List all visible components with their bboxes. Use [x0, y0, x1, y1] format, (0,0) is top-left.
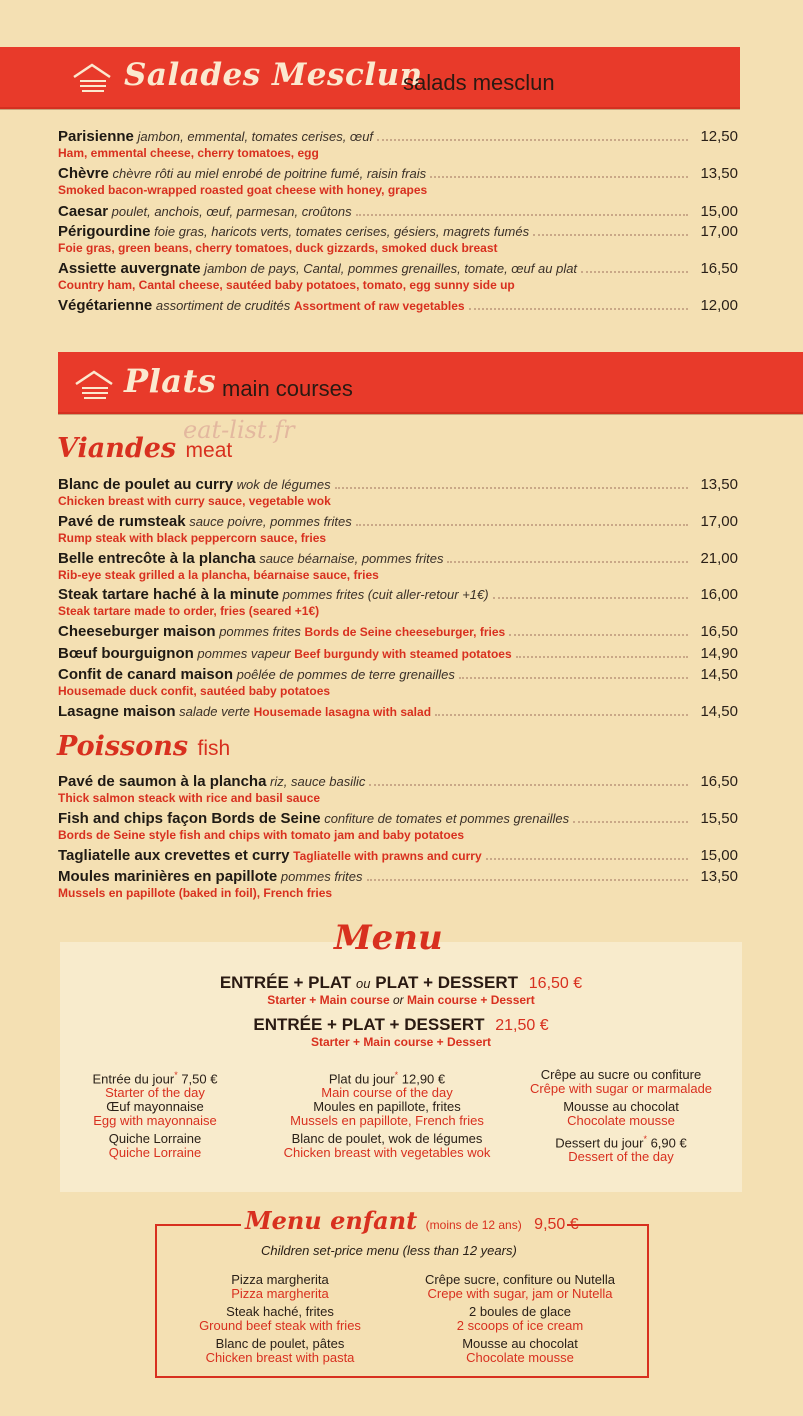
- item-line: [58, 701, 738, 721]
- item-line: [58, 511, 738, 531]
- item-fr: [58, 773, 365, 791]
- item-line: [58, 621, 738, 641]
- choice-fr: [60, 1132, 250, 1146]
- formula-2-en: Starter + Main course + Dessert: [310, 1035, 492, 1049]
- choice-en: Crepe with sugar, jam or Nutella: [427, 1286, 613, 1301]
- choice-fr: [400, 1305, 640, 1319]
- choice-price: 7,50 €: [177, 1071, 218, 1087]
- choice-fr: [180, 1337, 380, 1351]
- item-fr: [58, 513, 352, 531]
- choice-name: Plat du jour: [328, 1071, 395, 1087]
- choice-fr: [60, 1100, 250, 1114]
- item-price: 17,00: [700, 223, 738, 240]
- choice-name: Mousse au chocolat: [563, 1099, 679, 1114]
- asterisk: *: [174, 1070, 178, 1080]
- item-name: Tagliatelle aux crevettes et curry: [58, 847, 290, 864]
- kids-title-text: Menu enfant: [245, 1206, 418, 1235]
- formula-1-b: PLAT + DESSERT: [375, 973, 519, 992]
- item-name: Moules marinières en papillote: [58, 868, 278, 885]
- menu-choice: [262, 1068, 512, 1100]
- menu-item: [58, 701, 738, 721]
- dot-leader: [447, 560, 688, 563]
- menu-item: [58, 643, 738, 663]
- item-line: [58, 584, 738, 604]
- choice-name: Mousse au chocolat: [462, 1336, 578, 1351]
- asterisk: *: [643, 1134, 647, 1144]
- menu-choice: [400, 1305, 640, 1337]
- choice-name: Dessert du jour: [555, 1135, 644, 1151]
- choice-name: Moules en papillote, frites: [313, 1099, 461, 1114]
- item-line: [58, 295, 738, 315]
- item-description: jambon de pays, Cantal, pommes grenailles, tomate, œuf au plat: [204, 261, 578, 276]
- item-name: Caesar: [58, 203, 109, 220]
- menu-item: [58, 548, 738, 582]
- item-description: pommes frites: [280, 869, 363, 884]
- item-english: Chicken breast with curry sauce, vegetable wok: [58, 494, 331, 508]
- dot-leader: [509, 633, 688, 636]
- choice-fr: [262, 1132, 512, 1146]
- choice-name: Blanc de poulet, pâtes: [215, 1336, 345, 1351]
- item-price: 13,50: [700, 165, 738, 182]
- menu-item: [58, 474, 738, 508]
- dot-leader: [369, 783, 688, 786]
- item-price: 15,00: [700, 847, 738, 864]
- item-line: [58, 201, 738, 221]
- item-name: Chèvre: [58, 165, 109, 182]
- item-description: sauce poivre, pommes frites: [189, 514, 352, 529]
- menu-item: [58, 201, 738, 221]
- item-description: pommes vapeur: [197, 646, 291, 661]
- item-name: Végétarienne: [58, 297, 153, 314]
- menu-item: [58, 511, 738, 545]
- item-description: salade verte: [179, 704, 250, 719]
- item-line: [58, 258, 738, 278]
- item-fr: [58, 165, 426, 183]
- plats-title: Plats: [124, 362, 217, 400]
- item-fr: [58, 847, 482, 865]
- asterisk: *: [394, 1070, 399, 1080]
- item-name: Pavé de rumsteak: [58, 513, 186, 530]
- item-price: 13,50: [700, 476, 738, 493]
- choice-name: Pizza margherita: [231, 1272, 329, 1287]
- choice-name: Quiche Lorraine: [108, 1131, 202, 1146]
- choice-en: Egg with mayonnaise: [93, 1113, 217, 1128]
- choice-name: Entrée du jour: [92, 1071, 175, 1087]
- item-description: chèvre rôti au miel enrobé de poitrine fumé, raisin frais: [112, 166, 427, 181]
- menu-choice: [60, 1068, 250, 1100]
- item-name: Lasagne maison: [58, 703, 176, 720]
- choice-en: Pizza margherita: [231, 1286, 329, 1301]
- dot-leader: [430, 175, 688, 178]
- menu-choice: [515, 1132, 727, 1164]
- item-description: assortiment de crudités: [155, 298, 291, 313]
- item-english: Mussels en papillote (baked in foil), French fries: [58, 886, 333, 900]
- item-english: Rump steak with black peppercorn sauce, fries: [58, 531, 327, 545]
- kids-age: (moins de 12 ans): [425, 1218, 522, 1232]
- item-line: [58, 664, 738, 684]
- choice-fr: [60, 1068, 250, 1086]
- dot-leader: [533, 233, 688, 236]
- choice-fr: [262, 1068, 512, 1086]
- menu-item: [58, 258, 738, 292]
- dot-leader: [573, 820, 688, 823]
- item-english-inline: Housemade lasagna with salad: [253, 705, 432, 719]
- choice-en: Chocolate mousse: [567, 1113, 675, 1128]
- item-line: [58, 643, 738, 663]
- item-description: jambon, emmental, tomates cerises, œuf: [137, 129, 374, 144]
- choice-en: Mussels en papillote, French fries: [290, 1113, 484, 1128]
- menu-choice: [262, 1132, 512, 1164]
- menu-item: [58, 221, 738, 255]
- item-fr: [58, 703, 431, 721]
- item-price: 16,50: [700, 260, 738, 277]
- menu-item: [58, 295, 738, 315]
- menu-item: [58, 584, 738, 618]
- choice-en: 2 scoops of ice cream: [456, 1318, 584, 1333]
- item-name: Belle entrecôte à la plancha: [58, 550, 256, 567]
- choice-name: 2 boules de glace: [469, 1304, 571, 1319]
- choice-en: Starter of the day: [105, 1085, 205, 1101]
- item-price: 14,50: [700, 666, 738, 683]
- item-line: [58, 548, 738, 568]
- dot-leader: [356, 213, 688, 216]
- item-english: Rib-eye steak grilled a la plancha, béarnaise sauce, fries: [58, 568, 379, 582]
- house-icon: [74, 370, 114, 400]
- choice-en: Chocolate mousse: [466, 1350, 574, 1365]
- kids-subtitle: Children set-price menu (less than 12 years): [261, 1243, 517, 1258]
- kids-price: 9,50 €: [534, 1216, 579, 1233]
- item-fr: [58, 297, 465, 315]
- dot-leader: [377, 138, 688, 141]
- item-line: [58, 474, 738, 494]
- choice-en: Crêpe with sugar or marmalade: [529, 1081, 713, 1096]
- item-fr: [58, 203, 352, 221]
- menu-choice: [60, 1132, 250, 1164]
- item-price: 14,50: [700, 703, 738, 720]
- choice-fr: [515, 1132, 727, 1150]
- menu-item: [58, 845, 738, 865]
- item-name: Périgourdine: [58, 223, 151, 240]
- item-price: 21,00: [700, 550, 738, 567]
- formula-1-en: [60, 993, 742, 1007]
- choice-fr: [180, 1273, 380, 1287]
- salades-subtitle: salads mesclun: [403, 70, 555, 95]
- item-description: sauce béarnaise, pommes frites: [259, 551, 444, 566]
- item-description: pommes frites (cuit aller-retour +1€): [282, 587, 489, 602]
- item-price: 13,50: [700, 868, 738, 885]
- kids-col-left: [180, 1273, 380, 1369]
- menu-choice: [60, 1100, 250, 1132]
- choice-fr: [400, 1273, 640, 1287]
- item-name: Cheeseburger maison: [58, 623, 216, 640]
- choice-en: Chicken breast with vegetables wok: [283, 1145, 491, 1160]
- item-price: 16,50: [700, 773, 738, 790]
- menu-choice: [180, 1273, 380, 1305]
- formula-1-en-b: Main course + Dessert: [407, 993, 535, 1007]
- item-name: Bœuf bourguignon: [58, 645, 194, 662]
- item-english: Bords de Seine style fish and chips with tomato jam and baby potatoes: [58, 828, 465, 842]
- formula-1-ou: ou: [356, 976, 371, 991]
- item-description: riz, sauce basilic: [270, 774, 366, 789]
- item-fr: [58, 223, 529, 241]
- plats-banner: [58, 352, 803, 414]
- choice-price: 6,90 €: [646, 1135, 687, 1151]
- menu-choice: [262, 1100, 512, 1132]
- choice-en: Quiche Lorraine: [108, 1145, 202, 1160]
- item-line: [58, 866, 738, 886]
- dot-leader: [469, 307, 688, 310]
- formula-1-en-or: or: [392, 993, 404, 1007]
- item-english: Ham, emmental cheese, cherry tomatoes, egg: [58, 146, 319, 160]
- dot-leader: [516, 655, 688, 658]
- item-english: Smoked bacon-wrapped roasted goat cheese with honey, grapes: [58, 183, 428, 197]
- choice-en: Dessert of the day: [568, 1149, 674, 1165]
- item-english-inline: Assortment of raw vegetables: [293, 299, 465, 313]
- choice-name: Crêpe au sucre ou confiture: [540, 1067, 702, 1082]
- item-fr: [58, 666, 455, 684]
- item-price: 15,50: [700, 810, 738, 827]
- salades-title: Salades Mesclun: [124, 57, 423, 93]
- item-fr: [58, 868, 363, 886]
- item-line: [58, 221, 738, 241]
- dot-leader: [459, 676, 688, 679]
- item-english: Housemade duck confit, sautéed baby potatoes: [58, 684, 331, 698]
- formula-2-price: 21,50 €: [495, 1017, 549, 1034]
- viandes-subtitle: meat: [185, 439, 233, 462]
- item-english-inline: Tagliatelle with prawns and curry: [293, 849, 482, 863]
- item-fr: [58, 260, 577, 278]
- item-english-inline: Beef burgundy with steamed potatoes: [294, 647, 512, 661]
- dot-leader: [493, 596, 688, 599]
- choice-fr: [515, 1100, 727, 1114]
- choice-fr: [180, 1305, 380, 1319]
- item-description: poêlée de pommes de terre grenailles: [236, 667, 455, 682]
- item-fr: [58, 550, 443, 568]
- salades-banner: [0, 47, 740, 109]
- formula-2: [60, 1015, 742, 1035]
- choice-name: Steak haché, frites: [226, 1304, 334, 1319]
- menu-choice: [180, 1337, 380, 1369]
- item-price: 15,00: [700, 203, 738, 220]
- item-line: [58, 845, 738, 865]
- house-icon: [72, 63, 112, 93]
- kids-frame-top-right: [567, 1224, 647, 1226]
- item-price: 12,00: [700, 297, 738, 314]
- menu-choice: [515, 1100, 727, 1132]
- menu-col-plats: [262, 1068, 512, 1164]
- item-name: Steak tartare haché à la minute: [58, 586, 279, 603]
- item-description: confiture de tomates et pommes grenailles: [324, 811, 570, 826]
- menu-item: [58, 771, 738, 805]
- item-line: [58, 808, 738, 828]
- dot-leader: [581, 270, 688, 273]
- menu-choice: [400, 1273, 640, 1305]
- dot-leader: [335, 486, 688, 489]
- item-line: [58, 771, 738, 791]
- item-english-inline: Bords de Seine cheeseburger, fries: [304, 625, 506, 639]
- menu-item: [58, 664, 738, 698]
- choice-name: Crêpe sucre, confiture ou Nutella: [424, 1272, 616, 1287]
- item-line: [58, 126, 738, 146]
- viandes-heading: [57, 433, 232, 464]
- item-english: Foie gras, green beans, cherry tomatoes, duck gizzards, smoked duck breast: [58, 241, 498, 255]
- item-fr: [58, 128, 373, 146]
- item-description: wok de légumes: [236, 477, 331, 492]
- item-name: Fish and chips façon Bords de Seine: [58, 810, 321, 827]
- item-english: Steak tartare made to order, fries (seared +1€): [58, 604, 320, 618]
- item-fr: [58, 645, 512, 663]
- formula-2-a: ENTRÉE + PLAT + DESSERT: [253, 1015, 485, 1034]
- menu-item: [58, 621, 738, 641]
- watermark: eat-list.fr: [183, 416, 295, 444]
- menu-item: [58, 163, 738, 197]
- item-name: Confit de canard maison: [58, 666, 234, 683]
- menu-choice: [180, 1305, 380, 1337]
- choice-en: Main course of the day: [321, 1085, 453, 1101]
- item-price: 17,00: [700, 513, 738, 530]
- item-fr: [58, 586, 489, 604]
- menu-choice: [400, 1337, 640, 1369]
- poissons-heading: [57, 731, 230, 762]
- item-name: Parisienne: [58, 128, 134, 145]
- dot-leader: [486, 857, 688, 860]
- choice-fr: [262, 1100, 512, 1114]
- dot-leader: [435, 713, 688, 716]
- item-description: poulet, anchois, œuf, parmesan, croûtons: [111, 204, 352, 219]
- item-name: Blanc de poulet au curry: [58, 476, 234, 493]
- choice-name: Blanc de poulet, wok de légumes: [291, 1131, 483, 1146]
- dot-leader: [367, 878, 689, 881]
- formula-1-price: 16,50 €: [528, 975, 583, 992]
- choice-en: Chicken breast with pasta: [205, 1350, 355, 1365]
- poissons-subtitle: fish: [197, 737, 231, 760]
- kids-title: [245, 1206, 579, 1235]
- item-name: Assiette auvergnate: [58, 260, 201, 277]
- menu-item: [58, 126, 738, 160]
- menu-col-entrees: [60, 1068, 250, 1164]
- menu-item: [58, 808, 738, 842]
- plats-subtitle: main courses: [222, 376, 353, 401]
- item-price: 16,00: [700, 586, 738, 603]
- dot-leader: [356, 523, 688, 526]
- kids-frame-top-left: [155, 1224, 241, 1226]
- item-english: Country ham, Cantal cheese, sautéed baby potatoes, tomato, egg sunny side up: [58, 278, 515, 292]
- choice-en: Ground beef steak with fries: [199, 1318, 361, 1333]
- kids-col-right: [400, 1273, 640, 1369]
- item-description: pommes frites: [219, 624, 301, 639]
- formula-1-a: ENTRÉE + PLAT: [219, 973, 352, 992]
- item-fr: [58, 810, 569, 828]
- choice-price: 12,90 €: [398, 1071, 446, 1087]
- poissons-title: Poissons: [57, 731, 189, 762]
- choice-fr: [515, 1068, 727, 1082]
- item-description: foie gras, haricots verts, tomates cerises, gésiers, magrets fumés: [154, 224, 530, 239]
- formula-1-en-a: Starter + Main course: [267, 993, 390, 1007]
- formula-1: [60, 973, 742, 993]
- item-price: 16,50: [700, 623, 738, 640]
- menu-title: Menu: [334, 918, 443, 958]
- item-fr: [58, 476, 331, 494]
- viandes-title: Viandes: [57, 433, 177, 464]
- menu-item: [58, 866, 738, 900]
- choice-fr: [400, 1337, 640, 1351]
- item-name: Pavé de saumon à la plancha: [58, 773, 267, 790]
- item-price: 12,50: [700, 128, 738, 145]
- menu-choice: [515, 1068, 727, 1100]
- item-fr: [58, 623, 505, 641]
- menu-col-desserts: [515, 1068, 727, 1164]
- choice-name: Œuf mayonnaise: [106, 1099, 204, 1114]
- item-english: Thick salmon steack with rice and basil sauce: [58, 791, 321, 805]
- item-price: 14,90: [700, 645, 738, 662]
- item-line: [58, 163, 738, 183]
